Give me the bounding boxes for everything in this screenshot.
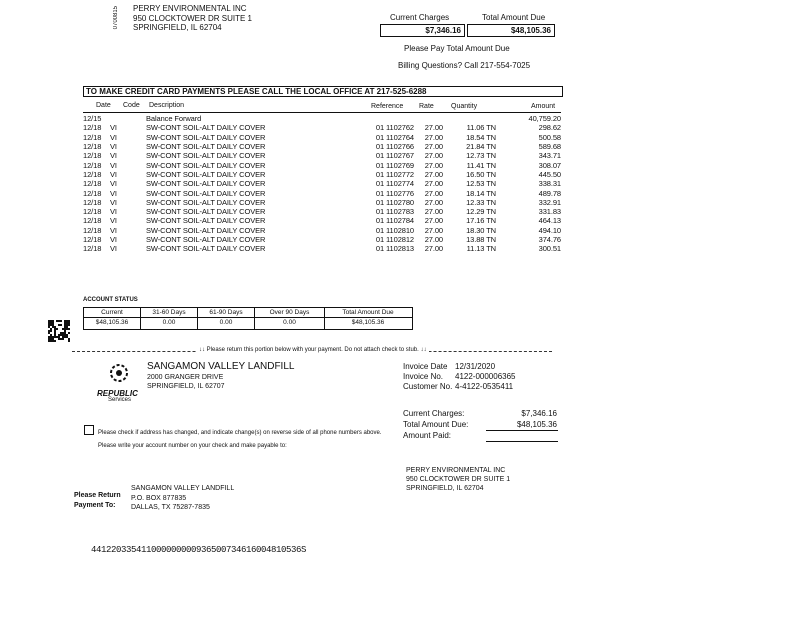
- col-header-date: Date: [96, 102, 111, 109]
- row-amount: 308.07: [538, 160, 561, 170]
- tear-line-text: [196, 347, 429, 353]
- row-date: 12/18: [83, 225, 102, 235]
- col-header-rate: Rate: [419, 103, 434, 110]
- status-header-current: Current: [101, 309, 123, 316]
- table-row: [83, 160, 561, 169]
- row-date: 12/18: [83, 216, 102, 226]
- pay-total-label: Please Pay Total Amount Due: [404, 44, 510, 53]
- row-code: VI: [110, 132, 117, 142]
- row-rate: 27.00: [424, 207, 443, 217]
- bill-to-city: SPRINGFIELD, IL 62704: [406, 485, 484, 492]
- customer-city: SPRINGFIELD, IL 62704: [133, 23, 222, 32]
- total-due-label: Total Amount Due: [482, 13, 546, 22]
- row-amount: 331.83: [538, 207, 561, 217]
- row-rate: 27.00: [424, 160, 443, 170]
- account-status-title: ACCOUNT STATUS: [83, 297, 138, 303]
- row-code: VI: [110, 235, 117, 244]
- row-quantity: 11.06 TN: [466, 123, 496, 133]
- row-date: 12/18: [83, 142, 102, 152]
- remit-company-city: SPRINGFIELD, IL 62707: [147, 383, 225, 390]
- row-rate: 27.00: [424, 151, 443, 161]
- row-amount: 374.76: [538, 235, 561, 244]
- row-reference: 01 1102767: [375, 151, 414, 161]
- row-amount: 332.91: [538, 197, 561, 207]
- row-description: SW-CONT SOIL-ALT DAILY COVER: [146, 244, 266, 254]
- row-reference: 01 1102810: [375, 225, 414, 235]
- address-change-note: Please check if address has changed, and indicate change(s) on reverse side of all phone numbers above.: [98, 430, 382, 436]
- row-reference: 01 1102780: [375, 197, 414, 207]
- row-rate: 27.00: [424, 225, 443, 235]
- row-quantity: 12.29 TN: [466, 207, 496, 217]
- row-quantity: [443, 114, 496, 123]
- row-quantity: 12.33 TN: [466, 197, 496, 207]
- status-value-61-90: 0.00: [219, 319, 233, 326]
- side-code: 0700815: [113, 6, 119, 30]
- remit-total-due-value: $48,105.36: [516, 420, 557, 429]
- remit-current-charges-label: Current Charges:: [403, 409, 465, 418]
- status-header-61-90: 61-90 Days: [209, 309, 243, 316]
- table-row: [83, 226, 561, 235]
- row-date: 12/15: [83, 114, 102, 124]
- remit-current-charges-value: $7,346.16: [521, 409, 557, 418]
- row-description: SW-CONT SOIL-ALT DAILY COVER: [146, 142, 266, 152]
- row-date: 12/18: [83, 235, 102, 244]
- invoice-info-labels: [403, 362, 452, 392]
- write-account-note: Please write your account number on your check and make payable to:: [98, 443, 287, 449]
- table-row: [83, 123, 561, 132]
- row-amount: 500.58: [538, 132, 561, 142]
- invoice-info-values: [455, 362, 516, 392]
- row-code: VI: [110, 123, 117, 133]
- row-quantity: 17.16 TN: [466, 216, 496, 226]
- row-code: VI: [110, 169, 117, 179]
- header-rule: [83, 112, 561, 113]
- qr-barcode: [48, 320, 70, 342]
- row-reference: 01 1102813: [375, 244, 414, 254]
- remit-total-due-label: Total Amount Due:: [403, 420, 469, 429]
- amount-paid-label: Amount Paid:: [403, 431, 452, 440]
- row-description: SW-CONT SOIL-ALT DAILY COVER: [146, 225, 266, 235]
- row-amount: 464.13: [538, 216, 561, 226]
- row-reference: 01 1102812: [375, 235, 414, 244]
- row-code: VI: [110, 142, 117, 152]
- row-description: SW-CONT SOIL-ALT DAILY COVER: [146, 160, 266, 170]
- row-reference: 01 1102762: [375, 123, 414, 133]
- row-amount: 298.62: [538, 123, 561, 133]
- row-quantity: 11.41 TN: [466, 160, 496, 170]
- status-value-31-60: 0.00: [162, 319, 176, 326]
- row-rate: 27.00: [424, 142, 443, 152]
- customer-no-label: Customer No.: [403, 382, 453, 391]
- row-code: VI: [110, 207, 117, 217]
- row-rate: 27.00: [424, 216, 443, 226]
- row-rate: 27.00: [424, 197, 443, 207]
- row-date: 12/18: [83, 179, 102, 189]
- row-code: VI: [110, 225, 117, 235]
- row-quantity: 13.88 TN: [466, 235, 496, 244]
- row-amount: 300.51: [538, 244, 561, 254]
- row-reference: 01 1102772: [375, 169, 414, 179]
- row-quantity: 21.84 TN: [466, 142, 496, 152]
- row-amount: 343.71: [538, 151, 561, 161]
- customer-street: 950 CLOCKTOWER DR SUITE 1: [133, 13, 252, 23]
- row-reference: 01 1102766: [375, 142, 414, 152]
- row-amount: 589.68: [538, 142, 561, 152]
- table-row: [83, 244, 561, 253]
- row-description: SW-CONT SOIL-ALT DAILY COVER: [146, 179, 266, 189]
- status-divider-h: [83, 317, 412, 318]
- row-description: SW-CONT SOIL-ALT DAILY COVER: [146, 207, 266, 217]
- address-change-checkbox[interactable]: [84, 425, 94, 435]
- customer-no-value: 4-4122-0535411: [455, 382, 514, 391]
- customer-address: [133, 4, 252, 33]
- row-description: SW-CONT SOIL-ALT DAILY COVER: [146, 132, 266, 142]
- status-header-total: Total Amount Due: [342, 309, 394, 316]
- row-reference: 01 1102776: [375, 188, 414, 198]
- row-rate: 27.00: [424, 123, 443, 133]
- line-items-table: [83, 114, 561, 253]
- row-reference: 01 1102764: [375, 132, 414, 142]
- row-code: VI: [110, 197, 117, 207]
- balance-forward-row: [83, 114, 561, 123]
- return-pobox: P.O. BOX 877835: [131, 494, 187, 502]
- amount-paid-rule: [486, 441, 558, 442]
- row-quantity: 18.54 TN: [466, 132, 496, 142]
- row-description: SW-CONT SOIL-ALT DAILY COVER: [146, 123, 266, 133]
- row-description: SW-CONT SOIL-ALT DAILY COVER: [146, 235, 266, 244]
- row-quantity: 11.13 TN: [466, 244, 496, 254]
- status-value-total: $48,105.36: [351, 319, 385, 326]
- bill-to-name: PERRY ENVIRONMENTAL INC: [406, 467, 506, 474]
- logo-text: REPUBLIC: [97, 389, 138, 398]
- row-reference: [353, 114, 414, 123]
- bill-to-street: 950 CLOCKTOWER DR SUITE 1: [406, 476, 511, 483]
- col-header-description: Description: [149, 102, 185, 109]
- row-reference: 01 1102769: [375, 160, 414, 170]
- row-rate: 27.00: [424, 244, 443, 254]
- row-date: 12/18: [83, 197, 102, 207]
- row-amount: 489.78: [538, 188, 561, 198]
- table-row: [83, 198, 561, 207]
- row-description: SW-CONT SOIL-ALT DAILY COVER: [146, 216, 266, 226]
- row-date: 12/18: [83, 188, 102, 198]
- table-row: [83, 170, 561, 179]
- status-value-over-90: 0.00: [283, 319, 296, 326]
- row-reference: 01 1102774: [375, 179, 414, 189]
- row-rate: 27.00: [424, 235, 443, 244]
- bill-to-address: [406, 466, 510, 493]
- row-reference: 01 1102783: [375, 207, 414, 217]
- invoice-no-value: 4122-000006365: [455, 372, 516, 381]
- micr-line: 441220335411000000000936500734616004810536S: [91, 545, 307, 555]
- row-rate: 27.00: [424, 179, 443, 189]
- status-header-over-90: Over 90 Days: [269, 309, 310, 316]
- table-row: [83, 142, 561, 151]
- row-code: VI: [110, 188, 117, 198]
- customer-name: PERRY ENVIRONMENTAL INC: [133, 4, 247, 13]
- status-header-31-60: 31-60 Days: [152, 309, 186, 316]
- return-name: SANGAMON VALLEY LANDFILL: [131, 485, 235, 492]
- remit-company-address: [147, 373, 225, 391]
- row-quantity: 18.14 TN: [466, 188, 496, 198]
- row-reference: 01 1102784: [375, 216, 414, 226]
- row-rate: 27.00: [424, 169, 443, 179]
- invoice-date-label: Invoice Date: [403, 362, 448, 371]
- col-header-reference: Reference: [371, 103, 404, 110]
- col-header-code: Code: [123, 102, 140, 109]
- row-rate: [414, 114, 443, 123]
- row-code: VI: [110, 179, 117, 189]
- table-row: [83, 179, 561, 188]
- table-row: [83, 151, 561, 160]
- payment-to-label: Payment To:: [74, 502, 116, 509]
- row-amount: 494.10: [538, 225, 561, 235]
- row-quantity: 18.30 TN: [466, 225, 496, 235]
- arrow-down-icon: ↓↓: [420, 347, 427, 353]
- invoice-date-value: 12/31/2020: [455, 362, 496, 371]
- credit-card-notice: TO MAKE CREDIT CARD PAYMENTS PLEASE CALL THE LOCAL OFFICE AT 217-525-6288: [83, 86, 563, 97]
- row-rate: 27.00: [424, 132, 443, 142]
- logo-subtext: Services: [108, 397, 132, 403]
- row-code: VI: [110, 244, 117, 254]
- row-description: SW-CONT SOIL-ALT DAILY COVER: [146, 188, 266, 198]
- col-header-quantity: Quantity: [451, 103, 478, 110]
- current-charges-value: $7,346.16: [380, 24, 465, 37]
- row-quantity: 12.73 TN: [466, 151, 496, 161]
- row-code: VI: [110, 216, 117, 226]
- billing-questions: Billing Questions? Call 217-554-7025: [398, 61, 531, 70]
- current-charges-label: Current Charges: [390, 13, 450, 22]
- row-quantity: 12.53 TN: [466, 179, 496, 189]
- row-code: VI: [110, 160, 117, 170]
- tear-instruction: Please return this portion below with your payment. Do not attach check to stub.: [206, 347, 419, 353]
- return-address: [131, 484, 234, 513]
- table-row: [83, 235, 561, 244]
- row-code: VI: [110, 151, 117, 161]
- row-rate: 27.00: [424, 188, 443, 198]
- row-date: 12/18: [83, 123, 102, 133]
- table-row: [83, 133, 561, 142]
- arrow-down-icon: ↓↓: [199, 347, 205, 353]
- please-return-label: Please Return: [74, 492, 121, 499]
- row-quantity: 16.50 TN: [466, 169, 496, 179]
- total-due-value: $48,105.36: [467, 24, 555, 37]
- total-due-rule: [486, 430, 558, 431]
- row-amount: 40,759.20: [528, 114, 561, 124]
- remit-company-name: SANGAMON VALLEY LANDFILL: [147, 361, 295, 372]
- table-row: [83, 216, 561, 225]
- row-date: 12/18: [83, 132, 102, 142]
- row-date: 12/18: [83, 169, 102, 179]
- col-header-amount: Amount: [531, 103, 556, 110]
- row-description: SW-CONT SOIL-ALT DAILY COVER: [146, 197, 266, 207]
- table-row: [83, 207, 561, 216]
- row-description: SW-CONT SOIL-ALT DAILY COVER: [146, 169, 266, 179]
- status-value-current: $48,105.36: [95, 319, 129, 326]
- return-city: DALLAS, TX 75287-7835: [131, 504, 210, 511]
- row-description: SW-CONT SOIL-ALT DAILY COVER: [146, 151, 266, 161]
- row-date: 12/18: [83, 244, 102, 254]
- row-description: Balance Forward: [146, 114, 202, 124]
- row-amount: 338.31: [538, 179, 561, 189]
- invoice-no-label: Invoice No.: [403, 372, 444, 381]
- republic-logo-icon: [104, 362, 134, 388]
- row-code: [110, 114, 146, 123]
- table-row: [83, 188, 561, 197]
- row-date: 12/18: [83, 151, 102, 161]
- row-date: 12/18: [83, 207, 102, 217]
- remit-company-street: 2000 GRANGER DRIVE: [147, 374, 224, 381]
- row-date: 12/18: [83, 160, 102, 170]
- row-amount: 445.50: [538, 169, 561, 179]
